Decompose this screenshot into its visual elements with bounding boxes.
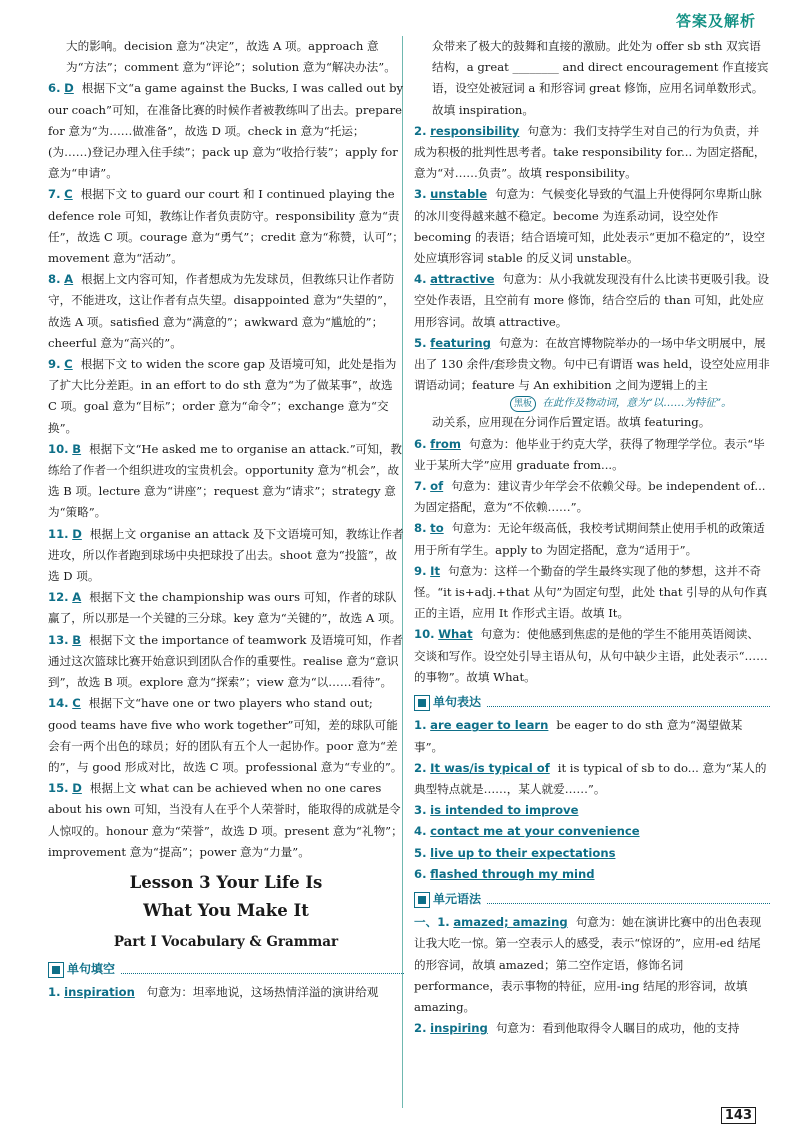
item-explanation: 根据上文 organise an attack 及下文语境可知，教练让作者进攻，所以作者跑到球场中央把球投了出去。shoot 意为“投篮”，故选 D 项。 [48,526,404,584]
right-answer-list [414,121,770,397]
list-item [48,269,404,354]
note-icon: 黑板 [510,396,536,412]
list-item [414,333,770,397]
section-tag-grammar [414,889,770,910]
list-item [48,778,404,863]
item-number: 8. [414,521,427,536]
item-explanation: 句意为：无论年级高低，我校考试期间禁止使用手机的政策适用于所有学生。apply to 为固定搭配，意为“适用于”。 [414,521,765,557]
item-answer: responsibility [430,123,520,138]
item-answer: B [72,441,82,456]
note-text: 在此作及物动词，意为“以……为特征”。 [542,397,732,410]
item-number: 11. [48,526,69,541]
item-answer: of [430,479,444,494]
item-answer: A [64,272,74,287]
item-explanation: 句意为：她在演讲比赛中的出色表现让我大吃一惊。第一空表示人的感受，表示“惊讶的”，应用-ed 结尾的形容词，故填 amazed；第二空作定语，修饰名词 performance，表示事物的特征，应用-ing 结尾的形容词，故填 amazing。 [414,915,762,1014]
item-number: 1. [414,718,427,733]
item-number: 5. [414,335,427,350]
item-answer: is intended to improve [430,803,579,818]
dotted-rule [487,698,770,707]
item-number: 2. [414,1021,427,1036]
item-answer: It [430,563,441,578]
left-intro: 大的影响。decision 意为“决定”，故选 A 项。approach 意为“方法”；comment 意为“评论”；solution 意为“解决办法”。 [66,39,396,75]
list-item [414,269,770,333]
item-explanation: 句意为：使他感到焦虑的是他的学生不能用英语阅读、交谈和写作。设空处引导主语从句，从句中缺少主语，此处表示“……的事物”。故填 What。 [414,627,768,684]
item-answer: are eager to learn [430,718,549,733]
item-number: 4. [414,824,427,839]
item-explanation: 根据下文“have one or two players who stand out; good teams have five who work together”可知，差的球队可能会有一两个出色的球员；好的团队有五个人一起协作。poor 意为“差的”，与 good 形成对比，故选 C 项。professional 意为“专业的”。 [48,696,403,774]
item-number: 2. [414,760,427,775]
item-number: 10. [414,627,435,642]
list-item [48,524,404,588]
list-item [414,864,770,885]
list-item [48,78,404,184]
item-explanation: 句意为：看到他取得令人瞩目的成功，他的支持 [495,1021,740,1036]
item-explanation: 根据下文 to guard our court 和 I continued playing the defence role 可知，教练让作者负责防守。responsibility 意为“责任”，故选 C 项。courage 意为“勇气”；credit 意为“称赞，认可”；movement 意为“活动”。 [48,187,404,266]
item-explanation: 句意为：建议青少年学会不依赖父母。be independent of... 为固定搭配，意为“不依赖……”。 [414,479,766,515]
part-title: Part Ⅰ Vocabulary & Grammar [113,933,339,950]
list-item [414,843,770,864]
list-item [414,800,770,821]
item-explanation: 根据下文“a game against the Bucks, I was called out by our coach”可知，在准备比赛的时候作者被教练叫了出去。prepare for 意为“为……做准备”，故选 D 项。check in 意为“托运；(为……)登记办理入住手续”；pack up 意为“收拾行装”；apply for 意为“申请”。 [48,81,404,181]
item-number: 13. [48,632,69,647]
item-answer: C [72,696,81,711]
item-explanation: 句意为：他毕业于约克大学，获得了物理学学位。表示“毕业于某所大学”应用 graduate from...。 [414,436,765,472]
item-explanation: 句意为：气候变化导致的气温上升使得阿尔卑斯山脉的冰川变得越来越不稳定。become 为连系动词，设空处作 becoming 的表语；结合语境可知，此处表示“更加不稳定的”，设空处应填形容词 stable 的反义词 unstable。 [414,187,766,266]
item-5-continuation: 动关系，应用现在分词作后置定语。故填 featuring。 [432,415,711,430]
item-explanation: 句意为：我们支持学生对自己的行为负责，并成为积极的批判性思考者。take responsibility for... 为固定搭配，意为“对……负责”。故填 responsibility。 [414,123,766,181]
dotted-rule [487,895,770,904]
item-answer: B [72,632,82,647]
item-number: 1. [48,985,61,1000]
list-item [48,184,404,269]
item-number: 14. [48,696,69,711]
item-answer: flashed through my mind [430,866,595,881]
item-answer: unstable [430,187,488,202]
item-number: 15. [48,781,69,796]
list-item [48,587,404,629]
item-explanation: it is typical of sb to do... 意为“某人的典型特点就是……，某人就爱……”。 [414,760,767,796]
section-tag-fill-in [48,959,404,980]
list-item [414,561,770,625]
item-number: 5. [414,845,427,860]
item-number: 9. [414,563,427,578]
item-answer: A [72,590,82,605]
left-answer-list [48,78,404,863]
item-number: 7. [48,187,61,202]
item-answer: It was/is typical of [430,760,550,775]
item-number: 4. [414,272,427,287]
item-explanation: 根据上文内容可知，作者想成为先发球员，但教练只让作者防守，不能进攻，这让作者有点失望。disappointed 意为“失望的”，故选 A 项。satisfied 意为“满意的”；awkward 意为“尴尬的”；cheerful 意为“高兴的”。 [48,272,395,350]
item-answer: What [438,627,473,642]
grammar-list [414,912,770,1039]
item-answer: D [72,526,82,541]
margin-note [510,396,770,412]
item-explanation: 句意为：在故宫博物院举办的一场中华文明展中，展出了 130 余件/套珍贵文物。句中已有谓语 was held，设空处应用非谓语动词；feature 与 An exhibition 之间为逻辑上的主 [414,335,770,393]
right-intro: 众带来了极大的鼓舞和直接的激励。此处为 offer sb sth 双宾语结构，a great ________ and direct encouragement 作直接宾语，设空处被冠词 a 和形容词 great 修饰，应用名词单数形式。故填 inspiration。 [432,39,769,117]
item-answer: from [430,436,461,451]
item-explanation: 根据下文“He asked me to organise an attack.”可知，教练给了作者一个组织进攻的宝贵机会。opportunity 意为“机会”，故选 B 项。lecture 意为“讲座”；request 意为“请求”；strategy 意为“策略”。 [48,441,402,520]
item-explanation: 句意为：这样一个勤奋的学生最终实现了他的梦想，这并不奇怪。“it is+adj.+that 从句”为固定句型，此处 that 引导的从句作真正的主语，应用 It 作形式主语。故填 It。 [414,563,768,621]
item-answer: D [72,781,82,796]
left-column [48,36,404,1003]
item-answer: to [430,521,444,536]
item-answer: inspiring [430,1021,488,1036]
item-number: 6. [414,866,427,881]
item-answer: contact me at your convenience [430,824,640,839]
item-number: 2. [414,123,427,138]
list-item [48,693,404,778]
item-number: 6. [414,436,427,451]
item-number: 9. [48,357,61,372]
item-answer: inspiration [64,985,135,1000]
lesson-title [48,869,404,925]
item-answer: D [64,81,74,96]
item-explanation: 根据下文 the championship was ours 可知，作者的球队赢了，所以那是一个关键的三分球。key 意为“关键的”，故选 A 项。 [48,590,402,626]
section-badge-icon [48,962,64,978]
section-tag-label: 单句填空 [67,961,116,976]
list-item [414,821,770,842]
right-column [414,36,770,1039]
section-tag-label: 单元语法 [433,891,482,906]
list-item [48,354,404,439]
item-number: 7. [414,479,427,494]
item-explanation: 根据上文 what can be achieved when no one cares about his own 可知，当没有人在乎个人荣誉时，能取得的成就是令人惊叹的。honour 意为“荣誉”，故选 D 项。present 意为“礼物”；improvement 意为“提高”；power 意为“力量”。 [48,781,403,859]
item-number: 3. [414,803,427,818]
section-badge-icon [414,695,430,711]
item-explanation: be eager to do sth 意为“渴望做某事”。 [414,718,743,754]
item-answer: featuring [430,335,491,350]
section-tag-expression [414,692,770,713]
item-answer: amazed; amazing [453,915,568,930]
item-answer: attractive [430,272,495,287]
list-item [414,1018,770,1039]
item-explanation: 句意为：从小我就发现没有什么比读书更吸引我。设空处作表语，且空前有 more 修饰，结合空后的 than 可知，此处应用形容词。故填 attractive。 [414,272,770,329]
item-number: 一、1. [414,915,450,930]
lesson-title-line-2: What You Make It [143,900,309,920]
list-item [414,121,770,185]
item-explanation: 根据下文 the importance of teamwork 及语境可知，作者通过这次篮球比赛开始意识到团队合作的重要性。realise 意为“意识到”，故选 B 项。explore 意为“探索”；view 意为“以……看待”。 [48,632,403,690]
dotted-rule [121,965,404,974]
right-answer-list-2 [414,434,770,688]
item-number: 3. [414,187,427,202]
list-item [48,439,404,524]
list-item [48,982,404,1003]
expression-list [414,715,770,885]
page-header-title: 答案及解析 [675,12,756,30]
list-item [48,630,404,694]
item-explanation: 根据下文 to widen the score gap 及语境可知，此处是指为了扩大比分差距。in an effort to do sth 意为“为了做某事”，故选 C 项。goal 意为“目标”；order 意为“命令”；exchange 意为“交换”。 [48,357,397,435]
list-item [414,184,770,269]
page-number: 143 [721,1107,756,1124]
item-number: 12. [48,590,69,605]
item-explanation: 句意为：坦率地说，这场热情洋溢的演讲给观 [146,985,379,1000]
item-number: 8. [48,272,61,287]
list-item [414,758,770,800]
section-badge-icon [414,892,430,908]
list-item [414,476,770,518]
item-answer: C [64,357,73,372]
item-answer: C [64,187,73,202]
item-number: 6. [48,81,61,96]
list-item [414,912,770,1018]
item-answer: live up to their expectations [430,845,616,860]
list-item [414,624,770,688]
item-number: 10. [48,441,69,456]
list-item [414,434,770,476]
section-tag-label: 单句表达 [433,695,482,710]
lesson-title-line-1: Lesson 3 Your Life Is [129,872,323,892]
list-item [414,518,770,560]
list-item [414,715,770,757]
